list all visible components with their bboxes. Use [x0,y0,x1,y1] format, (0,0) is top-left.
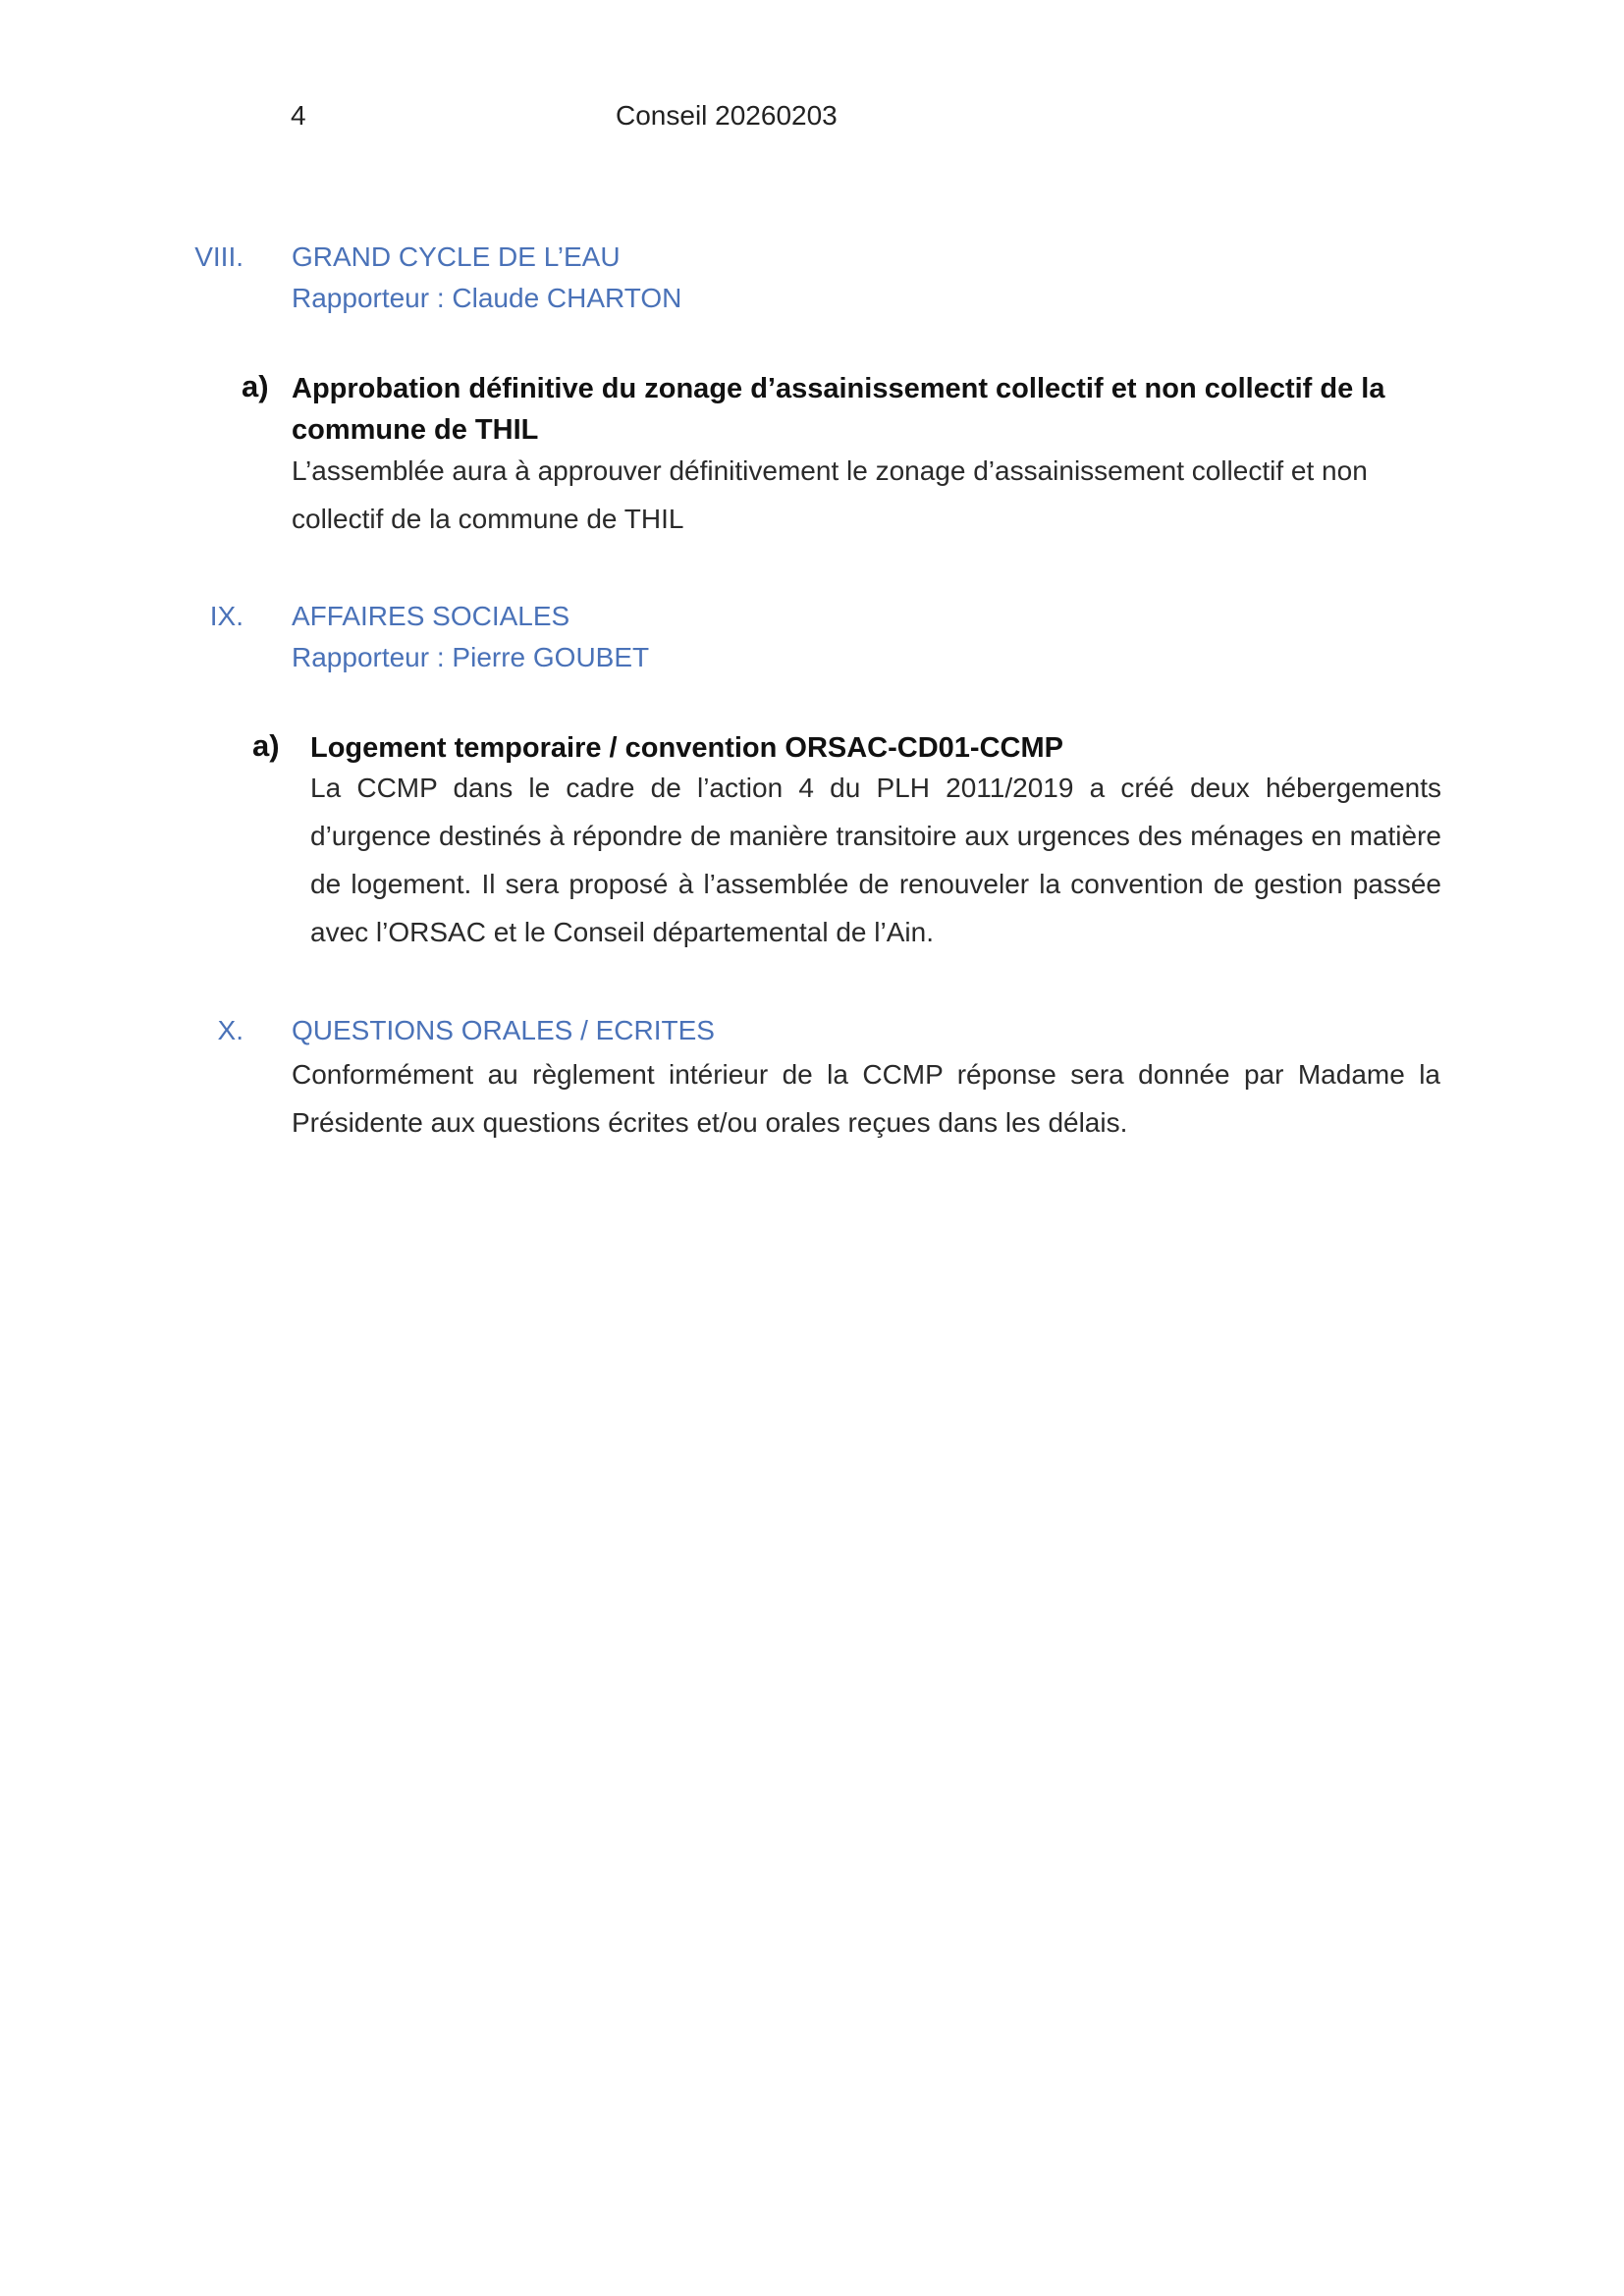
item-body: La CCMP dans le cadre de l’action 4 du PLH 2011/2019 a créé deux hébergements d’urgence destinés à répondre de manière transitoire aux urgences des ménages en matière de logement. Il sera proposé à l’assemblée de renouveler la convention de gestion passée avec l’ORSAC et le Conseil départemental de l’Ain. [310,773,1441,947]
document-title: Conseil 20260203 [616,100,838,131]
page-number: 4 [291,100,306,131]
section-number: VIII. [194,241,244,272]
section-number: IX. [209,601,244,631]
section-number: X. [217,1015,244,1045]
item-body: L’assemblée aura à approuver définitivement le zonage d’assainissement collectif et non collectif de la commune de THIL [292,455,1368,534]
item-letter: a) [252,728,280,763]
section-rapporteur: Rapporteur : Pierre GOUBET [292,642,650,672]
item-letter: a) [242,369,269,403]
item-title: Approbation définitive du zonage d’assainissement collectif et non collectif de la commune de THIL [292,373,1385,446]
section-title: AFFAIRES SOCIALES [292,601,570,631]
section-rapporteur: Rapporteur : Claude CHARTON [292,283,682,313]
section-title: QUESTIONS ORALES / ECRITES [292,1015,715,1045]
section-body: Conformément au règlement intérieur de la CCMP réponse sera donnée par Madame la Présidente aux questions écrites et/ou orales reçues dans les délais. [292,1059,1440,1138]
section-title: GRAND CYCLE DE L’EAU [292,241,621,272]
item-title: Logement temporaire / convention ORSAC-CD01-CCMP [310,732,1063,764]
